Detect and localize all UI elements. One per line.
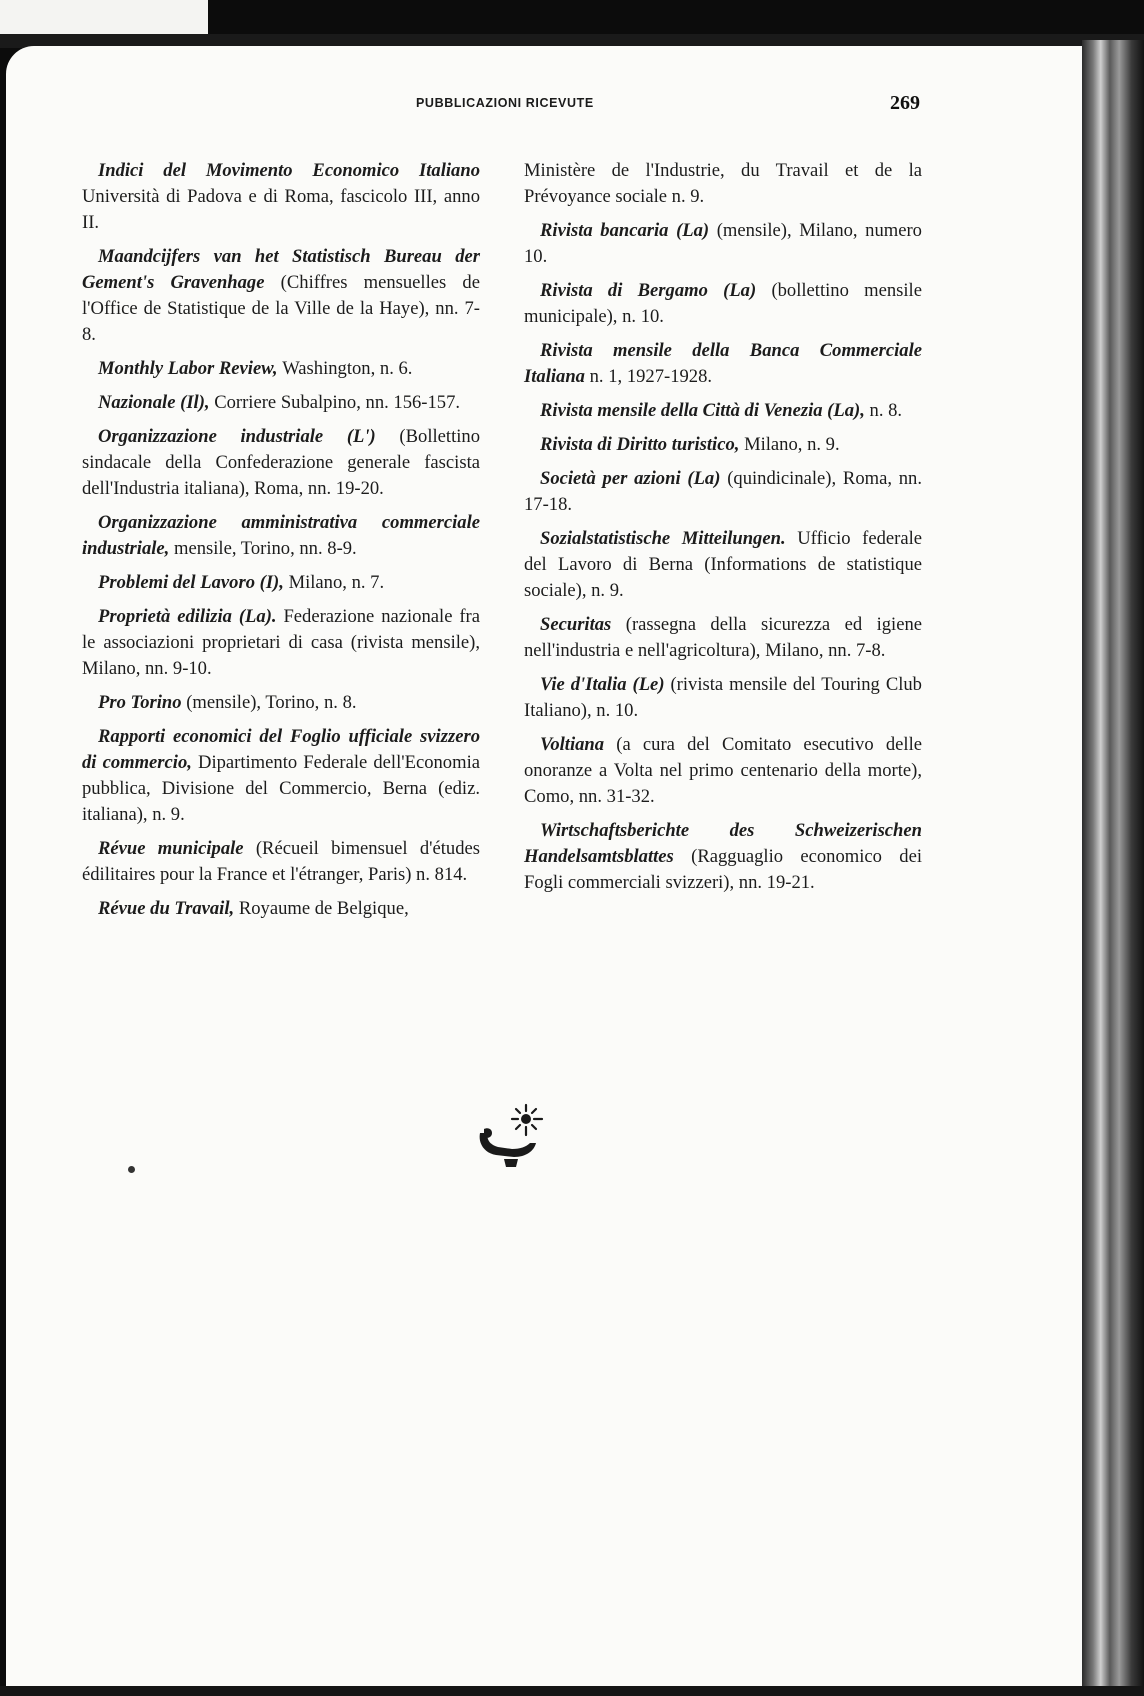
list-item (82, 604, 480, 682)
left-column (82, 158, 480, 930)
entry-title: Révue du Travail, (98, 898, 235, 919)
entry-details: (Chiffres mensuelles de l'Office de Statistique de la Ville de la Haye), nn. 7-8. (82, 272, 480, 345)
entry-title: Pro Torino (98, 692, 182, 713)
book-page (6, 46, 1082, 1686)
list-item (82, 724, 480, 828)
entry-title: Indici del Movimento Economico Italiano (98, 160, 480, 181)
entry-details: (quindicinale), Roma, nn. 17-18. (524, 468, 922, 515)
entry-details: Università di Padova e di Roma, fascicolo III, anno II. (82, 186, 480, 233)
list-item (82, 510, 480, 562)
entry-title: Proprietà edilizia (La). (98, 606, 277, 627)
list-item (524, 466, 922, 518)
entry-title: Società per azioni (La) (540, 468, 721, 489)
entry-details: (a cura del Comitato esecutivo delle onoranze a Volta nel primo centenario della morte), Como, nn. 31-32. (524, 734, 922, 807)
list-item (82, 356, 480, 382)
entry-details: (Ragguaglio economico dei Fogli commerciali svizzeri), nn. 19-21. (524, 846, 922, 893)
entry-title: Nazionale (Il), (98, 392, 210, 413)
list-item (524, 218, 922, 270)
entry-details: Milano, n. 9. (744, 434, 840, 455)
list-item (524, 278, 922, 330)
entry-title: Sozialstatistische Mitteilungen. (540, 528, 786, 549)
entry-details: (Bollettino sindacale della Confederazione generale fascista dell'Industria italiana), Roma, nn. 19-20. (82, 426, 480, 499)
scan-margin (0, 0, 208, 34)
scan-speck (128, 1166, 135, 1173)
entry-title: Monthly Labor Review, (98, 358, 278, 379)
list-item (524, 818, 922, 896)
list-item (524, 732, 922, 810)
entry-details: Washington, n. 6. (282, 358, 413, 379)
lamp-ornament-icon (474, 1099, 546, 1171)
entry-details: Ufficio federale del Lavoro di Berna (Informations de statistique sociale), n. 9. (524, 528, 922, 601)
entry-title: Securitas (540, 614, 612, 635)
entry-title: Voltiana (540, 734, 605, 755)
entry-details: (rivista mensile del Touring Club Italiano), n. 10. (524, 674, 922, 721)
entry-details: mensile, Torino, nn. 8-9. (173, 538, 357, 559)
page-header (6, 92, 1082, 126)
page-number: 269 (890, 92, 920, 114)
entry-title: Révue municipale (98, 838, 244, 859)
entry-details: (mensile), Torino, n. 8. (186, 692, 357, 713)
entry-title: Maandcijfers van het Statistisch Bureau der Gement's Gravenhage (82, 246, 480, 293)
list-item (82, 836, 480, 888)
entry-title: Organizzazione industriale (L') (98, 426, 376, 447)
entry-title: Vie d'Italia (Le) (540, 674, 665, 695)
entry-details: Ministère de l'Industrie, du Travail et de la Prévoyance sociale n. 9. (524, 160, 922, 207)
entry-title: Rivista mensile della Banca Commerciale Italiana (524, 340, 922, 387)
entry-title: Organizzazione amministrativa commerciale industriale, (82, 512, 480, 559)
book-spine (1082, 40, 1144, 1696)
entry-details: n. 8. (869, 400, 903, 421)
list-item (524, 672, 922, 724)
entry-details: Federazione nazionale fra le associazioni proprietari di casa (rivista mensile), Milano, nn. 9-10. (82, 606, 480, 679)
list-item (524, 158, 922, 210)
list-item (524, 612, 922, 664)
list-item (82, 158, 480, 236)
running-head: PUBBLICAZIONI RICEVUTE (416, 96, 594, 110)
entry-title: Rivista mensile della Città di Venezia (La), (540, 400, 865, 421)
entry-title: Problemi del Lavoro (I), (98, 572, 284, 593)
entry-details: (bollettino mensile municipale), n. 10. (524, 280, 922, 327)
list-item (82, 896, 480, 922)
entry-details: Milano, n. 7. (288, 572, 385, 593)
right-column (524, 158, 922, 904)
entry-details: (rassegna della sicurezza ed igiene nell'industria e nell'agricoltura), Milano, nn. 7-8. (524, 614, 922, 661)
list-item (82, 390, 480, 416)
entry-details: (mensile), Milano, numero 10. (524, 220, 922, 267)
entry-details: Corriere Subalpino, nn. 156-157. (214, 392, 461, 413)
entry-title: Rivista bancaria (La) (540, 220, 710, 241)
entry-details: Royaume de Belgique, (238, 898, 409, 919)
list-item (82, 424, 480, 502)
list-item (524, 338, 922, 390)
list-item (524, 526, 922, 604)
list-item (82, 570, 480, 596)
entry-details: (Récueil bimensuel d'études édilitaires pour la France et l'étranger, Paris) n. 814. (82, 838, 480, 885)
entry-details: n. 1, 1927-1928. (589, 366, 713, 387)
entry-details: Dipartimento Federale dell'Economia pubblica, Divisione del Commercio, Berna (ediz. italiana), n. 9. (82, 752, 480, 825)
list-item (524, 398, 922, 424)
entry-title: Rapporti economici del Foglio ufficiale svizzero di commercio, (82, 726, 480, 773)
entry-title: Rivista di Diritto turistico, (540, 434, 740, 455)
list-item (82, 690, 480, 716)
entry-title: Rivista di Bergamo (La) (540, 280, 757, 301)
entry-title: Wirtschaftsberichte des Schweizerischen Handelsamtsblattes (524, 820, 922, 867)
scan-edge (0, 1686, 1144, 1696)
list-item (82, 244, 480, 348)
list-item (524, 432, 922, 458)
